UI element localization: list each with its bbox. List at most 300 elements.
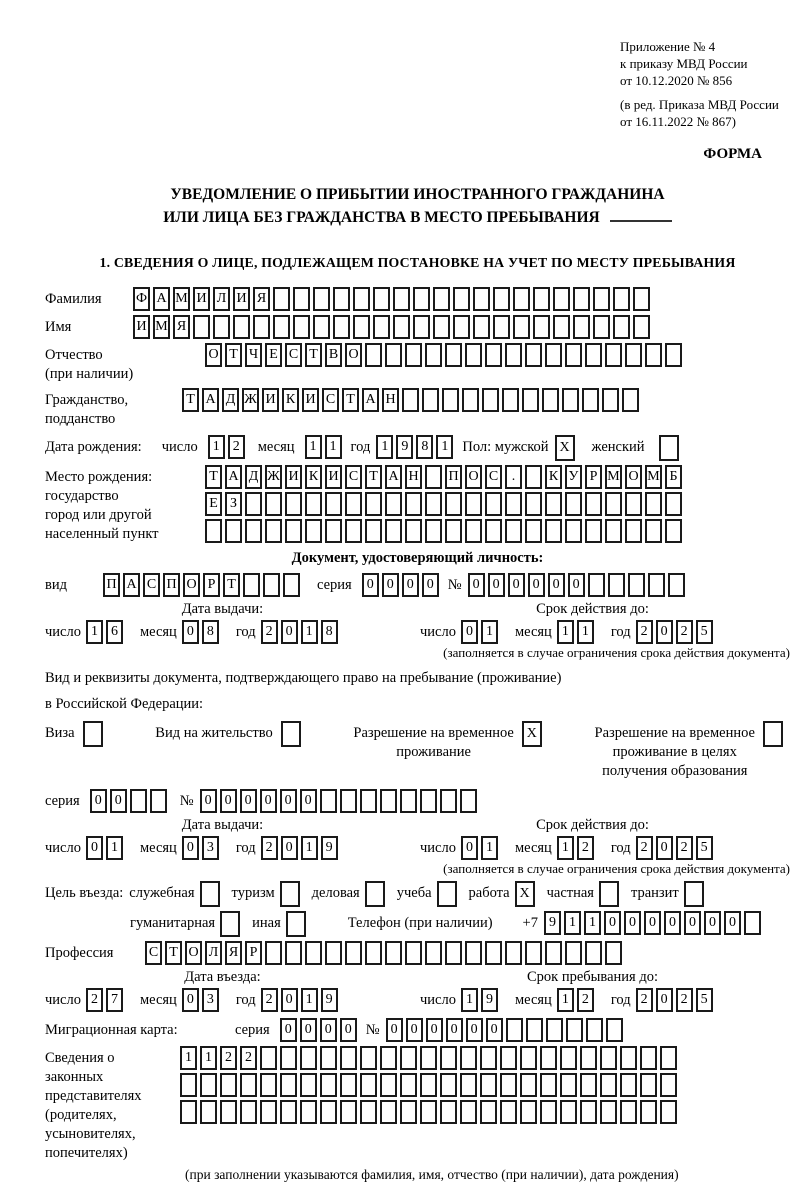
form-cell[interactable]: 1 [301, 836, 318, 860]
form-cell[interactable] [440, 1073, 457, 1097]
form-cell[interactable]: Е [205, 492, 222, 516]
form-cell[interactable]: 5 [696, 988, 713, 1012]
form-cell[interactable] [445, 519, 462, 543]
form-cell[interactable] [565, 343, 582, 367]
form-cell[interactable] [613, 287, 630, 311]
form-cell[interactable]: 1 [481, 836, 498, 860]
form-cell[interactable] [473, 287, 490, 311]
form-cell[interactable] [533, 287, 550, 311]
form-cell[interactable]: 1 [180, 1046, 197, 1070]
form-cell[interactable]: 5 [696, 836, 713, 860]
form-cell[interactable] [622, 388, 639, 412]
form-cell[interactable]: С [322, 388, 339, 412]
form-cell[interactable]: 2 [577, 988, 594, 1012]
form-cell[interactable]: Б [665, 465, 682, 489]
form-cell[interactable] [562, 388, 579, 412]
form-cell[interactable]: 1 [86, 620, 103, 644]
form-cell[interactable] [602, 388, 619, 412]
form-cell[interactable] [525, 941, 542, 965]
form-cell[interactable] [605, 519, 622, 543]
form-cell[interactable]: 0 [182, 988, 199, 1012]
form-cell[interactable] [460, 1073, 477, 1097]
form-cell[interactable] [585, 519, 602, 543]
form-cell[interactable] [283, 573, 300, 597]
form-cell[interactable] [150, 789, 167, 813]
form-cell[interactable] [560, 1046, 577, 1070]
form-cell[interactable] [585, 343, 602, 367]
form-cell[interactable] [660, 1073, 677, 1097]
form-cell[interactable] [325, 941, 342, 965]
form-cell[interactable] [305, 941, 322, 965]
form-cell[interactable]: 0 [281, 988, 298, 1012]
form-cell[interactable] [526, 1018, 543, 1042]
form-cell[interactable]: М [153, 315, 170, 339]
form-cell[interactable]: Ж [242, 388, 259, 412]
form-cell[interactable] [445, 343, 462, 367]
form-cell[interactable]: И [285, 465, 302, 489]
form-cell[interactable] [480, 1073, 497, 1097]
form-cell[interactable] [585, 941, 602, 965]
form-cell[interactable]: 1 [557, 836, 574, 860]
form-cell[interactable] [665, 519, 682, 543]
form-cell[interactable]: Т [205, 465, 222, 489]
form-cell[interactable] [560, 1100, 577, 1124]
form-cell[interactable]: 0 [446, 1018, 463, 1042]
form-cell[interactable] [253, 315, 270, 339]
form-cell[interactable] [405, 519, 422, 543]
form-cell[interactable]: Л [213, 287, 230, 311]
form-cell[interactable]: 1 [325, 435, 342, 459]
form-cell[interactable] [625, 492, 642, 516]
form-cell[interactable] [425, 519, 442, 543]
form-cell[interactable] [640, 1100, 657, 1124]
form-cell[interactable] [500, 1100, 517, 1124]
form-cell[interactable]: И [262, 388, 279, 412]
form-cell[interactable]: 1 [301, 988, 318, 1012]
form-cell[interactable] [365, 492, 382, 516]
form-cell[interactable] [453, 315, 470, 339]
form-cell[interactable] [353, 315, 370, 339]
checkbox-cell[interactable] [599, 881, 619, 907]
form-cell[interactable] [300, 1046, 317, 1070]
form-cell[interactable] [668, 573, 685, 597]
form-cell[interactable]: 0 [656, 836, 673, 860]
form-cell[interactable] [506, 1018, 523, 1042]
form-cell[interactable]: 1 [436, 435, 453, 459]
form-cell[interactable] [485, 519, 502, 543]
form-cell[interactable] [433, 315, 450, 339]
form-cell[interactable]: 0 [182, 836, 199, 860]
form-cell[interactable] [320, 1073, 337, 1097]
form-cell[interactable] [380, 1100, 397, 1124]
form-cell[interactable] [200, 1100, 217, 1124]
form-cell[interactable]: С [143, 573, 160, 597]
form-cell[interactable]: 9 [481, 988, 498, 1012]
form-cell[interactable] [586, 1018, 603, 1042]
form-cell[interactable] [545, 519, 562, 543]
form-cell[interactable] [645, 343, 662, 367]
form-cell[interactable]: 2 [220, 1046, 237, 1070]
form-cell[interactable] [220, 1100, 237, 1124]
form-cell[interactable]: 0 [300, 789, 317, 813]
form-cell[interactable] [333, 287, 350, 311]
form-cell[interactable] [540, 1046, 557, 1070]
form-cell[interactable]: 0 [548, 573, 565, 597]
form-cell[interactable]: 9 [544, 911, 561, 935]
checkbox-cell[interactable] [220, 911, 240, 937]
form-cell[interactable] [360, 1046, 377, 1070]
form-cell[interactable]: 0 [402, 573, 419, 597]
form-cell[interactable]: 0 [340, 1018, 357, 1042]
form-cell[interactable] [440, 789, 457, 813]
form-cell[interactable] [385, 343, 402, 367]
form-cell[interactable]: 1 [557, 988, 574, 1012]
form-cell[interactable]: 8 [202, 620, 219, 644]
form-cell[interactable]: А [362, 388, 379, 412]
checkbox-cell[interactable] [437, 881, 457, 907]
form-cell[interactable]: О [185, 941, 202, 965]
form-cell[interactable]: Т [365, 465, 382, 489]
form-cell[interactable] [520, 1100, 537, 1124]
form-cell[interactable]: 0 [461, 836, 478, 860]
form-cell[interactable] [300, 1073, 317, 1097]
form-cell[interactable] [285, 492, 302, 516]
form-cell[interactable]: С [285, 343, 302, 367]
form-cell[interactable]: 8 [321, 620, 338, 644]
checkbox-cell[interactable] [659, 435, 679, 461]
form-cell[interactable]: . [505, 465, 522, 489]
form-cell[interactable] [425, 343, 442, 367]
form-cell[interactable] [485, 343, 502, 367]
form-cell[interactable] [400, 1100, 417, 1124]
form-cell[interactable]: 0 [624, 911, 641, 935]
form-cell[interactable]: Т [182, 388, 199, 412]
form-cell[interactable] [744, 911, 761, 935]
form-cell[interactable] [422, 388, 439, 412]
form-cell[interactable]: 0 [664, 911, 681, 935]
form-cell[interactable]: 3 [202, 988, 219, 1012]
form-cell[interactable] [573, 287, 590, 311]
form-cell[interactable] [482, 388, 499, 412]
form-cell[interactable] [320, 789, 337, 813]
form-cell[interactable] [485, 941, 502, 965]
form-cell[interactable] [413, 287, 430, 311]
form-cell[interactable] [213, 315, 230, 339]
form-cell[interactable] [280, 1046, 297, 1070]
form-cell[interactable] [605, 343, 622, 367]
form-cell[interactable] [545, 941, 562, 965]
form-cell[interactable]: 0 [281, 620, 298, 644]
form-cell[interactable] [425, 941, 442, 965]
form-cell[interactable] [265, 941, 282, 965]
form-cell[interactable] [533, 315, 550, 339]
form-cell[interactable] [580, 1100, 597, 1124]
form-cell[interactable]: 0 [704, 911, 721, 935]
form-cell[interactable] [593, 315, 610, 339]
form-cell[interactable] [425, 492, 442, 516]
form-cell[interactable]: 1 [564, 911, 581, 935]
form-cell[interactable] [345, 492, 362, 516]
form-cell[interactable] [460, 789, 477, 813]
checkbox-cell[interactable] [200, 881, 220, 907]
form-cell[interactable]: К [305, 465, 322, 489]
form-cell[interactable]: 2 [676, 988, 693, 1012]
form-cell[interactable]: 1 [376, 435, 393, 459]
form-cell[interactable] [405, 941, 422, 965]
form-cell[interactable] [305, 519, 322, 543]
form-cell[interactable] [400, 1073, 417, 1097]
form-cell[interactable]: 6 [106, 620, 123, 644]
form-cell[interactable] [280, 1100, 297, 1124]
checkbox-cell[interactable]: X [515, 881, 535, 907]
checkbox-cell[interactable] [280, 881, 300, 907]
form-cell[interactable] [313, 287, 330, 311]
form-cell[interactable] [546, 1018, 563, 1042]
form-cell[interactable]: Д [245, 465, 262, 489]
form-cell[interactable]: Я [173, 315, 190, 339]
form-cell[interactable] [265, 492, 282, 516]
form-cell[interactable] [640, 1046, 657, 1070]
form-cell[interactable]: 0 [300, 1018, 317, 1042]
form-cell[interactable] [373, 315, 390, 339]
form-cell[interactable]: 0 [724, 911, 741, 935]
form-cell[interactable] [360, 1073, 377, 1097]
form-cell[interactable] [445, 941, 462, 965]
form-cell[interactable]: 2 [676, 836, 693, 860]
form-cell[interactable] [600, 1100, 617, 1124]
form-cell[interactable] [420, 1073, 437, 1097]
form-cell[interactable]: В [325, 343, 342, 367]
form-cell[interactable]: 0 [260, 789, 277, 813]
form-cell[interactable] [480, 1046, 497, 1070]
form-cell[interactable] [485, 492, 502, 516]
form-cell[interactable] [613, 315, 630, 339]
form-cell[interactable] [420, 1100, 437, 1124]
form-cell[interactable] [493, 287, 510, 311]
form-cell[interactable] [600, 1073, 617, 1097]
form-cell[interactable]: 0 [182, 620, 199, 644]
form-cell[interactable]: 1 [481, 620, 498, 644]
form-cell[interactable]: 0 [280, 789, 297, 813]
form-cell[interactable] [620, 1073, 637, 1097]
form-cell[interactable] [608, 573, 625, 597]
form-cell[interactable]: 0 [86, 836, 103, 860]
form-cell[interactable]: Д [222, 388, 239, 412]
form-cell[interactable]: 2 [261, 988, 278, 1012]
form-cell[interactable] [273, 315, 290, 339]
form-cell[interactable] [293, 287, 310, 311]
form-cell[interactable] [565, 492, 582, 516]
form-cell[interactable] [400, 1046, 417, 1070]
form-cell[interactable] [380, 789, 397, 813]
form-cell[interactable]: 2 [261, 836, 278, 860]
form-cell[interactable] [360, 1100, 377, 1124]
form-cell[interactable] [585, 492, 602, 516]
form-cell[interactable] [405, 343, 422, 367]
form-cell[interactable] [285, 519, 302, 543]
form-cell[interactable] [320, 1046, 337, 1070]
form-cell[interactable] [462, 388, 479, 412]
form-cell[interactable]: О [345, 343, 362, 367]
form-cell[interactable]: И [193, 287, 210, 311]
form-cell[interactable] [473, 315, 490, 339]
form-cell[interactable] [545, 343, 562, 367]
form-cell[interactable]: А [202, 388, 219, 412]
checkbox-cell[interactable] [684, 881, 704, 907]
form-cell[interactable] [566, 1018, 583, 1042]
form-cell[interactable] [505, 941, 522, 965]
form-cell[interactable]: 9 [321, 836, 338, 860]
form-cell[interactable]: 0 [644, 911, 661, 935]
form-cell[interactable] [380, 1046, 397, 1070]
form-cell[interactable]: 8 [416, 435, 433, 459]
form-cell[interactable] [460, 1100, 477, 1124]
form-cell[interactable] [260, 1100, 277, 1124]
form-cell[interactable]: Ф [133, 287, 150, 311]
form-cell[interactable] [240, 1100, 257, 1124]
form-cell[interactable]: А [225, 465, 242, 489]
form-cell[interactable] [465, 492, 482, 516]
form-cell[interactable]: 1 [577, 620, 594, 644]
form-cell[interactable] [553, 315, 570, 339]
form-cell[interactable] [265, 519, 282, 543]
form-cell[interactable] [243, 573, 260, 597]
form-cell[interactable]: 2 [86, 988, 103, 1012]
form-cell[interactable]: 9 [396, 435, 413, 459]
form-cell[interactable] [385, 492, 402, 516]
form-cell[interactable]: Ж [265, 465, 282, 489]
form-cell[interactable]: 0 [508, 573, 525, 597]
form-cell[interactable]: 0 [406, 1018, 423, 1042]
form-cell[interactable]: М [605, 465, 622, 489]
form-cell[interactable] [365, 343, 382, 367]
form-cell[interactable] [505, 343, 522, 367]
form-cell[interactable] [565, 519, 582, 543]
form-cell[interactable] [525, 519, 542, 543]
form-cell[interactable] [305, 492, 322, 516]
form-cell[interactable] [260, 1073, 277, 1097]
form-cell[interactable]: Т [165, 941, 182, 965]
form-cell[interactable]: 0 [280, 1018, 297, 1042]
form-cell[interactable] [340, 789, 357, 813]
form-cell[interactable]: 0 [281, 836, 298, 860]
form-cell[interactable]: Е [265, 343, 282, 367]
form-cell[interactable] [465, 519, 482, 543]
checkbox-cell[interactable] [83, 721, 103, 747]
form-cell[interactable] [300, 1100, 317, 1124]
form-cell[interactable] [365, 941, 382, 965]
form-cell[interactable] [493, 315, 510, 339]
form-cell[interactable]: 0 [422, 573, 439, 597]
form-cell[interactable]: М [173, 287, 190, 311]
form-cell[interactable]: 2 [636, 988, 653, 1012]
form-cell[interactable] [620, 1046, 637, 1070]
form-cell[interactable]: 0 [90, 789, 107, 813]
checkbox-cell[interactable] [286, 911, 306, 937]
form-cell[interactable]: 0 [110, 789, 127, 813]
form-cell[interactable]: 0 [240, 789, 257, 813]
form-cell[interactable]: Р [585, 465, 602, 489]
form-cell[interactable]: С [345, 465, 362, 489]
form-cell[interactable]: 2 [577, 836, 594, 860]
form-cell[interactable]: Л [205, 941, 222, 965]
form-cell[interactable] [460, 1046, 477, 1070]
form-cell[interactable]: 2 [240, 1046, 257, 1070]
form-cell[interactable] [648, 573, 665, 597]
form-cell[interactable] [353, 287, 370, 311]
form-cell[interactable]: 1 [208, 435, 225, 459]
form-cell[interactable] [333, 315, 350, 339]
form-cell[interactable] [645, 492, 662, 516]
form-cell[interactable]: 0 [200, 789, 217, 813]
form-cell[interactable] [605, 941, 622, 965]
form-cell[interactable]: К [282, 388, 299, 412]
form-cell[interactable]: Я [225, 941, 242, 965]
form-cell[interactable] [542, 388, 559, 412]
form-cell[interactable]: 0 [362, 573, 379, 597]
form-cell[interactable]: 3 [202, 836, 219, 860]
form-cell[interactable] [380, 1073, 397, 1097]
form-cell[interactable] [520, 1046, 537, 1070]
form-cell[interactable]: О [183, 573, 200, 597]
form-cell[interactable]: 0 [220, 789, 237, 813]
form-cell[interactable] [545, 492, 562, 516]
form-cell[interactable] [520, 1073, 537, 1097]
form-cell[interactable] [340, 1100, 357, 1124]
form-cell[interactable]: 0 [468, 573, 485, 597]
form-cell[interactable] [345, 519, 362, 543]
form-cell[interactable]: А [385, 465, 402, 489]
form-cell[interactable] [502, 388, 519, 412]
form-cell[interactable] [660, 1046, 677, 1070]
form-cell[interactable]: И [233, 287, 250, 311]
form-cell[interactable] [620, 1100, 637, 1124]
form-cell[interactable] [665, 492, 682, 516]
form-cell[interactable]: 1 [106, 836, 123, 860]
form-cell[interactable]: Т [223, 573, 240, 597]
form-cell[interactable] [553, 287, 570, 311]
form-cell[interactable]: 2 [636, 836, 653, 860]
form-cell[interactable] [606, 1018, 623, 1042]
form-cell[interactable]: 0 [466, 1018, 483, 1042]
form-cell[interactable]: 1 [305, 435, 322, 459]
form-cell[interactable]: А [123, 573, 140, 597]
form-cell[interactable]: 9 [321, 988, 338, 1012]
form-cell[interactable] [628, 573, 645, 597]
form-cell[interactable] [540, 1100, 557, 1124]
form-cell[interactable] [225, 519, 242, 543]
form-cell[interactable]: 0 [684, 911, 701, 935]
form-cell[interactable]: О [465, 465, 482, 489]
form-cell[interactable] [440, 1046, 457, 1070]
form-cell[interactable]: 0 [604, 911, 621, 935]
form-cell[interactable] [233, 315, 250, 339]
form-cell[interactable]: 0 [386, 1018, 403, 1042]
form-cell[interactable] [345, 941, 362, 965]
form-cell[interactable]: 1 [301, 620, 318, 644]
form-cell[interactable]: И [302, 388, 319, 412]
form-cell[interactable] [588, 573, 605, 597]
form-cell[interactable] [425, 465, 442, 489]
form-cell[interactable] [220, 1073, 237, 1097]
form-cell[interactable] [645, 519, 662, 543]
checkbox-cell[interactable] [281, 721, 301, 747]
form-cell[interactable] [593, 287, 610, 311]
form-cell[interactable] [505, 492, 522, 516]
form-cell[interactable] [625, 343, 642, 367]
form-cell[interactable] [500, 1073, 517, 1097]
form-cell[interactable]: Т [305, 343, 322, 367]
